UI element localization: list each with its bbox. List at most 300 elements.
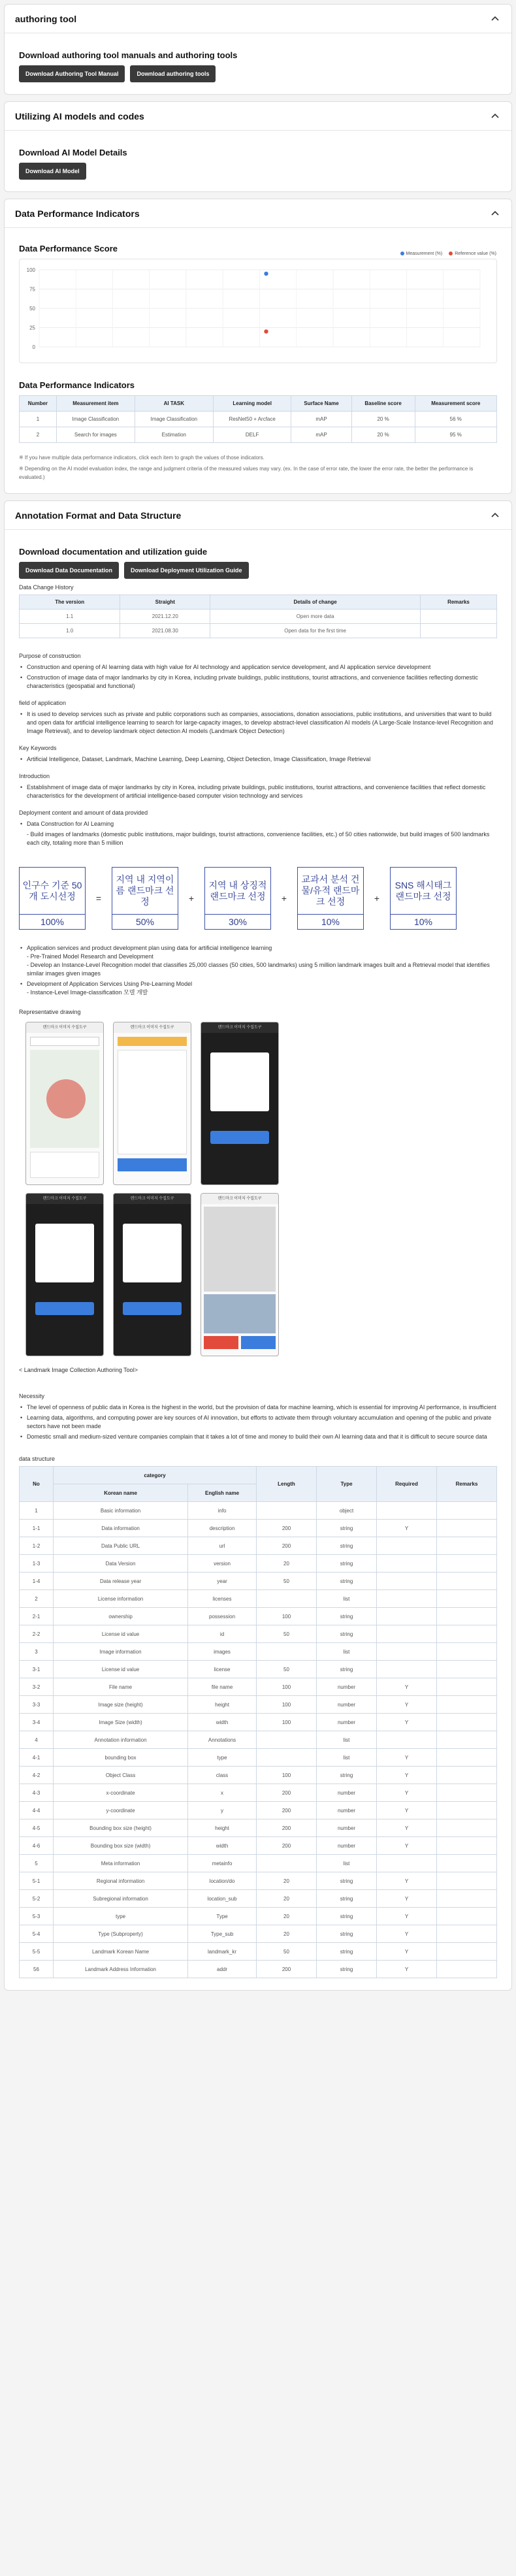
table-cell: 5-5: [20, 1943, 54, 1961]
table-cell: width: [188, 1714, 257, 1731]
table-cell: 20 %: [351, 412, 415, 427]
table-cell: 5-1: [20, 1872, 54, 1890]
table-cell: [437, 1502, 497, 1520]
table-cell: Y: [377, 1837, 437, 1855]
table-cell: [437, 1661, 497, 1678]
indicators-table: [19, 395, 497, 443]
table-cell: 95 %: [415, 427, 496, 443]
table-cell: height: [188, 1819, 257, 1837]
list-item-main: Development of Application Services Using Pre-Learning Model: [27, 981, 193, 987]
table-cell: 100: [257, 1608, 317, 1625]
table-cell: type: [54, 1908, 188, 1925]
screenshot-block: [123, 1224, 182, 1282]
table-cell: [257, 1749, 317, 1767]
table-cell: 20: [257, 1555, 317, 1573]
table-row: [20, 1908, 497, 1925]
screenshot-block: [118, 1037, 187, 1046]
ds-col-english: English name: [188, 1484, 257, 1502]
download-data-doc-button[interactable]: Download Data Documentation: [19, 562, 119, 579]
table-cell: [257, 1643, 317, 1661]
table-cell: licenses: [188, 1590, 257, 1608]
ds-col-type: Type: [317, 1467, 377, 1502]
chevron-up-icon[interactable]: [489, 13, 501, 25]
table-cell: Image Size (width): [54, 1714, 188, 1731]
y-tick-label: 100: [26, 267, 35, 273]
authoring-subtitle: Download authoring tool manuals and authoring tools: [19, 50, 238, 60]
table-cell: mAP: [291, 412, 351, 427]
table-cell: 200: [257, 1819, 317, 1837]
table-cell: Number: [20, 396, 57, 412]
table-cell: list: [317, 1731, 377, 1749]
table-cell: version: [188, 1555, 257, 1573]
table-cell: list: [317, 1590, 377, 1608]
table-cell: Open data for the first time: [210, 624, 421, 638]
screenshot-shape: [241, 1336, 276, 1349]
table-cell: number: [317, 1837, 377, 1855]
table-row: [20, 1608, 497, 1625]
table-cell: Y: [377, 1819, 437, 1837]
table-cell: 56: [20, 1961, 54, 1978]
download-manual-button[interactable]: Download Authoring Tool Manual: [19, 65, 125, 82]
table-cell: id: [188, 1625, 257, 1643]
ai-models-subtitle: Download AI Model Details: [19, 148, 127, 157]
table-cell: 5-3: [20, 1908, 54, 1925]
table-cell: number: [317, 1784, 377, 1802]
table-cell: string: [317, 1537, 377, 1555]
table-cell: Y: [377, 1696, 437, 1714]
flow-operator: +: [188, 893, 195, 904]
ai-models-card: [4, 101, 512, 192]
table-row: [20, 1767, 497, 1784]
table-cell: string: [317, 1890, 377, 1908]
performance-header[interactable]: [5, 199, 511, 228]
table-cell: Y: [377, 1749, 437, 1767]
table-cell: y-coordinate: [54, 1802, 188, 1819]
table-cell: 1-3: [20, 1555, 54, 1573]
app-screenshot: [113, 1193, 191, 1356]
table-cell: 1: [20, 412, 57, 427]
table-cell: x-coordinate: [54, 1784, 188, 1802]
annotation-title: Annotation Format and Data Structure: [15, 510, 182, 521]
purpose-label: Purpose of construction: [19, 653, 81, 659]
table-cell: 5: [20, 1855, 54, 1872]
table-cell: 50: [257, 1625, 317, 1643]
table-cell: 200: [257, 1802, 317, 1819]
table-cell: Baseline score: [351, 396, 415, 412]
table-cell: [437, 1590, 497, 1608]
table-cell: 50: [257, 1943, 317, 1961]
table-cell: 3-4: [20, 1714, 54, 1731]
table-cell: License id value: [54, 1625, 188, 1643]
table-cell: info: [188, 1502, 257, 1520]
table-cell: Object Class: [54, 1767, 188, 1784]
app-screenshot-title: 랜드마크 이미지 수집도구: [201, 1022, 278, 1033]
flow-box: [390, 867, 457, 930]
screenshot-block: [118, 1158, 187, 1171]
table-cell: 200: [257, 1784, 317, 1802]
table-cell: 2: [20, 427, 57, 443]
table-cell: Data Version: [54, 1555, 188, 1573]
necessity-label: Necessity: [19, 1393, 45, 1399]
list-item: • Establishment of image data of major landmarks by city in Korea, including private buildings, public institutions, tourist attractions, and convenience facilities that reflect domestic characteristics for the development of artificial intelligence-based computer vision technology and services: [19, 783, 497, 800]
table-cell: Measurement item: [56, 396, 135, 412]
necessity-list: [19, 1403, 497, 1441]
screenshot-block: [35, 1302, 94, 1315]
list-item: • It is used to develop services such as private and public corporations such as companies, associations, donation associations, public institutions, and universities that want to build and open data for artificial intelligence learning to search for large-capacity images, to develop abstract-level classification AI models (A Large-Scale Instance-level Recognition and Image Retrieval), and to develop landmark object detection AI models (Landmark Object Detection): [19, 710, 497, 736]
table-cell: [377, 1855, 437, 1872]
table-cell: 200: [257, 1520, 317, 1537]
list-item: • Learning data, algorithms, and computing power are key sources of AI innovation, but efforts to activate them through voluntary accumulation and opening of the public and private sectors have not been made: [19, 1414, 497, 1431]
table-cell: Y: [377, 1520, 437, 1537]
y-tick-label: 0: [32, 344, 35, 350]
table-cell: Type_sub: [188, 1925, 257, 1943]
screenshot-block: [30, 1050, 99, 1148]
deploy-main: • Data Construction for AI Learning: [19, 820, 497, 828]
table-cell: Data release year: [54, 1573, 188, 1590]
selection-flow-diagram: [19, 867, 497, 930]
table-row: [20, 1502, 497, 1520]
screenshot-shape: [204, 1336, 238, 1349]
table-cell: Y: [377, 1943, 437, 1961]
table-cell: string: [317, 1925, 377, 1943]
table-cell: Measurement score: [415, 396, 496, 412]
deploy-label: Deployment content and amount of data provided: [19, 809, 148, 816]
download-authoring-tools-button[interactable]: Download authoring tools: [130, 65, 216, 82]
chevron-up-icon[interactable]: [489, 110, 501, 122]
table-cell: string: [317, 1872, 377, 1890]
authoring-tool-title: authoring tool: [15, 13, 77, 24]
data-point[interactable]: [264, 272, 268, 276]
app-screenshot: [25, 1193, 104, 1356]
table-cell: Subregional information: [54, 1890, 188, 1908]
table-cell: Image information: [54, 1643, 188, 1661]
table-cell: [377, 1731, 437, 1749]
table-cell: 3: [20, 1643, 54, 1661]
table-cell: Bounding box size (width): [54, 1837, 188, 1855]
y-tick-label: 25: [29, 325, 35, 331]
data-point[interactable]: [264, 329, 268, 333]
chevron-up-icon[interactable]: [489, 510, 501, 521]
table-cell: 50: [257, 1573, 317, 1590]
table-cell: landmark_kr: [188, 1943, 257, 1961]
table-cell: Y: [377, 1961, 437, 1978]
performance-note-1: ※ If you have multiple data performance indicators, click each item to graph the values of those indicators.: [19, 455, 265, 461]
table-cell: [437, 1837, 497, 1855]
application-list: [19, 944, 497, 997]
table-cell: Annotation information: [54, 1731, 188, 1749]
screenshot-shape: [46, 1079, 86, 1118]
list-item-sub: - Develop an Instance-Level Recognition model that classifies 25,000 classes (50 cities, 500 landmarks) using 5 million landmark images built and a Retrieval model that identifies similar images given images: [27, 962, 490, 977]
table-cell: File name: [54, 1678, 188, 1696]
table-cell: [257, 1731, 317, 1749]
table-row: [20, 1731, 497, 1749]
table-cell: 20: [257, 1925, 317, 1943]
table-cell: type: [188, 1749, 257, 1767]
table-cell: string: [317, 1961, 377, 1978]
table-cell: number: [317, 1678, 377, 1696]
table-cell: 2: [20, 1590, 54, 1608]
screenshot-block: [210, 1052, 269, 1111]
table-row: [20, 1925, 497, 1943]
table-cell: Y: [377, 1714, 437, 1731]
table-cell: string: [317, 1908, 377, 1925]
table-cell: [437, 1520, 497, 1537]
table-cell: number: [317, 1802, 377, 1819]
table-cell: [420, 610, 496, 624]
table-row: [20, 1855, 497, 1872]
table-cell: Basic information: [54, 1502, 188, 1520]
table-cell: [257, 1590, 317, 1608]
ds-col-korean: Korean name: [54, 1484, 188, 1502]
table-cell: [437, 1767, 497, 1784]
table-cell: 20: [257, 1872, 317, 1890]
table-cell: License information: [54, 1590, 188, 1608]
flow-box-text: SNS 해시태그 랜드마크 선정: [391, 868, 456, 915]
table-cell: Image Classification: [56, 412, 135, 427]
table-cell: 3-2: [20, 1678, 54, 1696]
screenshot-block: [204, 1294, 276, 1333]
app-screenshot-title: 랜드마크 이미지 수집도구: [26, 1022, 103, 1033]
field-label: field of application: [19, 700, 67, 706]
authoring-tool-header[interactable]: [5, 5, 511, 33]
table-cell: [437, 1908, 497, 1925]
table-cell: Image size (height): [54, 1696, 188, 1714]
performance-note-2: ※ Depending on the AI model evaluation index, the range and judgment criteria of the measured values may vary. (ex. In the case of error rate, the lower the error rate, the better the performance is evaluated.): [19, 466, 474, 480]
table-row: [20, 1555, 497, 1573]
chevron-up-icon[interactable]: [489, 208, 501, 220]
list-item: • Artificial Intelligence, Dataset, Landmark, Machine Learning, Deep Learning, Object Detection, Image Classification, Image Retrieval: [19, 755, 497, 764]
table-cell: [437, 1784, 497, 1802]
table-cell: string: [317, 1520, 377, 1537]
table-cell: [437, 1625, 497, 1643]
table-cell: description: [188, 1520, 257, 1537]
flow-operator: =: [95, 893, 102, 904]
performance-card: [4, 199, 512, 494]
table-cell: [437, 1802, 497, 1819]
flow-operator: +: [374, 893, 380, 904]
table-row: [20, 1802, 497, 1819]
table-cell: Data information: [54, 1520, 188, 1537]
table-cell: 200: [257, 1537, 317, 1555]
download-ai-model-button[interactable]: Download AI Model: [19, 163, 86, 180]
screenshot-block: [204, 1207, 276, 1292]
data-structure-table: [19, 1466, 497, 1978]
table-cell: 20 %: [351, 427, 415, 443]
table-cell: file name: [188, 1678, 257, 1696]
table-cell: [377, 1661, 437, 1678]
table-cell: 100: [257, 1696, 317, 1714]
flow-box: [19, 867, 86, 930]
table-cell: 3-1: [20, 1661, 54, 1678]
table-cell: Data Public URL: [54, 1537, 188, 1555]
flow-box-percent: 30%: [228, 917, 248, 927]
table-row: [20, 1819, 497, 1837]
table-cell: list: [317, 1643, 377, 1661]
table-cell: list: [317, 1855, 377, 1872]
flow-box-text: 인구수 기준 50개 도시선정: [20, 868, 85, 915]
intro-label: Introduction: [19, 773, 50, 779]
ds-col-category: category: [54, 1467, 257, 1484]
table-cell: [377, 1502, 437, 1520]
screenshot-block: [204, 1336, 276, 1349]
table-row: [20, 427, 497, 443]
table-row: [20, 1520, 497, 1537]
table-cell: [377, 1555, 437, 1573]
table-cell: 100: [257, 1678, 317, 1696]
app-screenshot: [201, 1193, 279, 1356]
ai-models-header[interactable]: [5, 102, 511, 131]
table-cell: [377, 1573, 437, 1590]
indicators-table-title: Data Performance Indicators: [19, 380, 135, 390]
table-cell: 5-2: [20, 1890, 54, 1908]
table-cell: 2-1: [20, 1608, 54, 1625]
table-cell: 56 %: [415, 412, 496, 427]
table-cell: AI TASK: [135, 396, 213, 412]
table-cell: Open more data: [210, 610, 421, 624]
annotation-card: [4, 500, 512, 1991]
table-cell: width: [188, 1837, 257, 1855]
app-screenshot: [113, 1022, 191, 1185]
table-cell: 4-1: [20, 1749, 54, 1767]
change-history-table: [19, 595, 497, 638]
table-cell: [377, 1608, 437, 1625]
screenshot-block: [35, 1224, 94, 1282]
table-cell: number: [317, 1714, 377, 1731]
table-cell: 100: [257, 1714, 317, 1731]
chart-svg: [20, 259, 490, 363]
table-cell: images: [188, 1643, 257, 1661]
table-cell: number: [317, 1696, 377, 1714]
screenshot-block: [210, 1131, 269, 1144]
app-screenshot: [201, 1022, 279, 1185]
intro-list: [19, 783, 497, 800]
ds-col-length: Length: [257, 1467, 317, 1502]
download-deploy-guide-button[interactable]: Download Deployment Utilization Guide: [124, 562, 249, 579]
table-cell: Type: [188, 1908, 257, 1925]
keywords-list: [19, 755, 497, 764]
flow-box-percent: 10%: [321, 917, 340, 927]
table-cell: year: [188, 1573, 257, 1590]
flow-box-text: 지역 내 상징적 랜드마크 선정: [205, 868, 270, 915]
structure-label: data structure: [19, 1456, 56, 1462]
table-cell: metainfo: [188, 1855, 257, 1872]
table-cell: Y: [377, 1784, 437, 1802]
flow-operator: +: [281, 893, 287, 904]
table-cell: Straight: [120, 595, 210, 610]
table-row: [20, 1872, 497, 1890]
table-cell: [377, 1590, 437, 1608]
table-cell: 3-3: [20, 1696, 54, 1714]
drawing-caption: < Landmark Image Collection Authoring Tool>: [19, 1367, 138, 1373]
y-tick-label: 75: [29, 286, 35, 293]
table-cell: 20: [257, 1908, 317, 1925]
table-cell: Type (Subproperty): [54, 1925, 188, 1943]
table-cell: 200: [257, 1837, 317, 1855]
table-cell: [437, 1749, 497, 1767]
app-screenshot-title: 랜드마크 이미지 수집도구: [114, 1022, 191, 1033]
table-cell: ownership: [54, 1608, 188, 1625]
app-screenshot-title: 랜드마크 이미지 수집도구: [114, 1194, 191, 1204]
table-cell: [437, 1696, 497, 1714]
table-cell: addr: [188, 1961, 257, 1978]
table-cell: [420, 624, 496, 638]
table-cell: [257, 1855, 317, 1872]
table-cell: Search for images: [56, 427, 135, 443]
table-cell: string: [317, 1661, 377, 1678]
table-cell: Landmark Korean Name: [54, 1943, 188, 1961]
table-cell: 4-5: [20, 1819, 54, 1837]
table-cell: url: [188, 1537, 257, 1555]
table-cell: ResNet50 + Arcface: [213, 412, 291, 427]
table-cell: y: [188, 1802, 257, 1819]
table-cell: [437, 1961, 497, 1978]
table-cell: location/do: [188, 1872, 257, 1890]
ds-col-remarks: Remarks: [437, 1467, 497, 1502]
deploy-sub: - Build images of landmarks (domestic public institutions, major buildings, tourist attractions, convenience facilities, etc.) of 50 cities nationwide, but build images of 500 landmarks each city, totaling more than 5 million: [27, 831, 490, 846]
table-cell: bounding box: [54, 1749, 188, 1767]
table-cell: [437, 1714, 497, 1731]
table-cell: license: [188, 1661, 257, 1678]
table-row: [20, 610, 497, 624]
ai-models-title: Utilizing AI models and codes: [15, 110, 144, 122]
representative-drawing: [25, 1022, 497, 1356]
table-cell: Y: [377, 1872, 437, 1890]
table-cell: [437, 1537, 497, 1555]
table-cell: string: [317, 1943, 377, 1961]
annotation-subtitle: Download documentation and utilization guide: [19, 547, 208, 557]
list-item: • Construction of image data of major landmarks by city in Korea, including private buildings, public institutions, tourist attractions, and convenience facilities reflecting domestic characteristics (geospatial and functional): [19, 674, 497, 691]
table-cell: Image Classification: [135, 412, 213, 427]
table-row: [20, 1837, 497, 1855]
table-cell: class: [188, 1767, 257, 1784]
table-cell: [377, 1643, 437, 1661]
table-cell: x: [188, 1784, 257, 1802]
table-cell: string: [317, 1555, 377, 1573]
table-cell: Remarks: [420, 595, 496, 610]
table-cell: string: [317, 1625, 377, 1643]
table-row: [20, 412, 497, 427]
table-cell: location_sub: [188, 1890, 257, 1908]
table-cell: 4-3: [20, 1784, 54, 1802]
table-cell: Details of change: [210, 595, 421, 610]
table-cell: list: [317, 1749, 377, 1767]
performance-title: Data Performance Indicators: [15, 208, 140, 219]
table-cell: [437, 1855, 497, 1872]
table-cell: [257, 1502, 317, 1520]
table-cell: Y: [377, 1890, 437, 1908]
table-cell: 1: [20, 1502, 54, 1520]
table-cell: 2021.08.30: [120, 624, 210, 638]
table-cell: Surface Name: [291, 396, 351, 412]
table-cell: Y: [377, 1925, 437, 1943]
annotation-header[interactable]: [5, 501, 511, 530]
table-cell: number: [317, 1819, 377, 1837]
table-cell: [437, 1678, 497, 1696]
table-row: [20, 1643, 497, 1661]
table-cell: Learning model: [213, 396, 291, 412]
table-cell: The version: [20, 595, 120, 610]
flow-box-percent: 100%: [40, 917, 64, 927]
table-row: [20, 624, 497, 638]
table-cell: 4-4: [20, 1802, 54, 1819]
table-cell: [437, 1573, 497, 1590]
performance-chart: [19, 252, 497, 363]
table-cell: 1.1: [20, 610, 120, 624]
table-cell: Landmark Address Information: [54, 1961, 188, 1978]
flow-box: [297, 867, 364, 930]
flow-box: [204, 867, 271, 930]
app-screenshot-title: 랜드마크 이미지 수집도구: [201, 1194, 278, 1204]
